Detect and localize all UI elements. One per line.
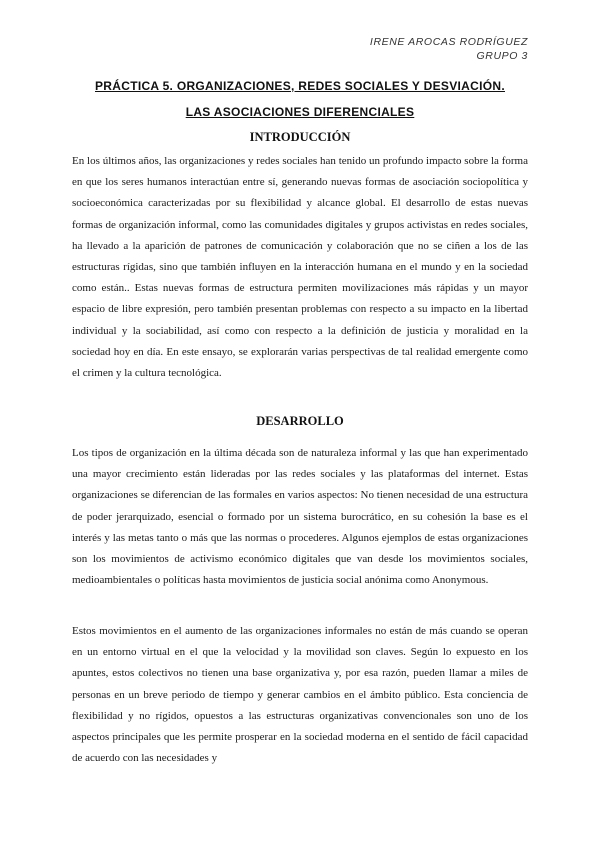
group-label: GRUPO 3 bbox=[476, 50, 528, 62]
section-heading-desarrollo: DESARROLLO bbox=[256, 414, 344, 428]
section-heading-introduccion: INTRODUCCIÓN bbox=[249, 130, 351, 144]
paragraph-desarrollo-2: Estos movimientos en el aumento de las organizaciones informales no están de más cuando se operan en un entorno virtual en el que la velocidad y la movilidad son claves. Según lo expuesto en los apuntes, estos colectivos no tienen una base organizativa y, por esa razón, pueden llamar a miles de personas en un breve periodo de tiempo y generar cambios en el ámbito público. Esta conciencia de flexibilidad y no rígidos, opuestos a las estructuras organizativas convencionales son uno de los aspectos principales que les permite prosperar en la sociedad moderna en el sentido de fácil capacidad de acuerdo con las necesidades y bbox=[72, 625, 528, 765]
author-name: IRENE AROCAS RODRÍGUEZ bbox=[369, 36, 528, 48]
paragraph-introduccion: En los últimos años, las organizaciones y redes sociales han tenido un profundo impacto sobre la forma en que los seres humanos interactúan entre sí, generando nuevas formas de asociación sociopolítica y socioeconómica caracterizadas por su flexibilidad y alcance global. El desarrollo de estas nuevas formas de organización informal, como las comunidades digitales y grupos activistas en redes sociales, ha llevado a la aparición de patrones de comunicación y colaboración que no se ciñen a los de las estructuras rígidas, sino que también influyen en la interacción humana en el mundo y en la sociedad como están.. Estas nuevas formas de estructura permiten movilizaciones más rápidas y un mayor espacio de libre expresión, pero también presentan problemas con respecto a su impacto en la libertad individual y la sociabilidad, así como con respecto a la definición de justicia y moralidad en la sociedad hoy en día. En este ensayo, se explorarán varias perspectivas de tal realidad emergente como el crimen y la cultura tecnológica. bbox=[72, 155, 528, 380]
document-header bbox=[370, 35, 528, 63]
document-title-line-1: PRÁCTICA 5. ORGANIZACIONES, REDES SOCIALES Y DESVIACIÓN. bbox=[95, 79, 505, 93]
document-title-line-2: LAS ASOCIACIONES DIFERENCIALES bbox=[185, 105, 415, 119]
paragraph-desarrollo-1: Los tipos de organización en la última década son de naturaleza informal y las que han experimentado una mayor crecimiento están lideradas por las redes sociales y las plataformas del internet. Estas organizaciones se diferencian de las formales en varios aspectos: No tienen necesidad de una estructura de poder jerarquizado, esencial o formado por un sistema burocrático, en su cohesión la base es el interés y las metas tanto o más que las normas o procederes. Algunos ejemplos de estas organizaciones son los movimientos de activismo económico digitales que van desde los movimientos sociales, medioambientales o políticas hasta movimientos de justicia social anónima como Anonymous. bbox=[72, 447, 528, 587]
